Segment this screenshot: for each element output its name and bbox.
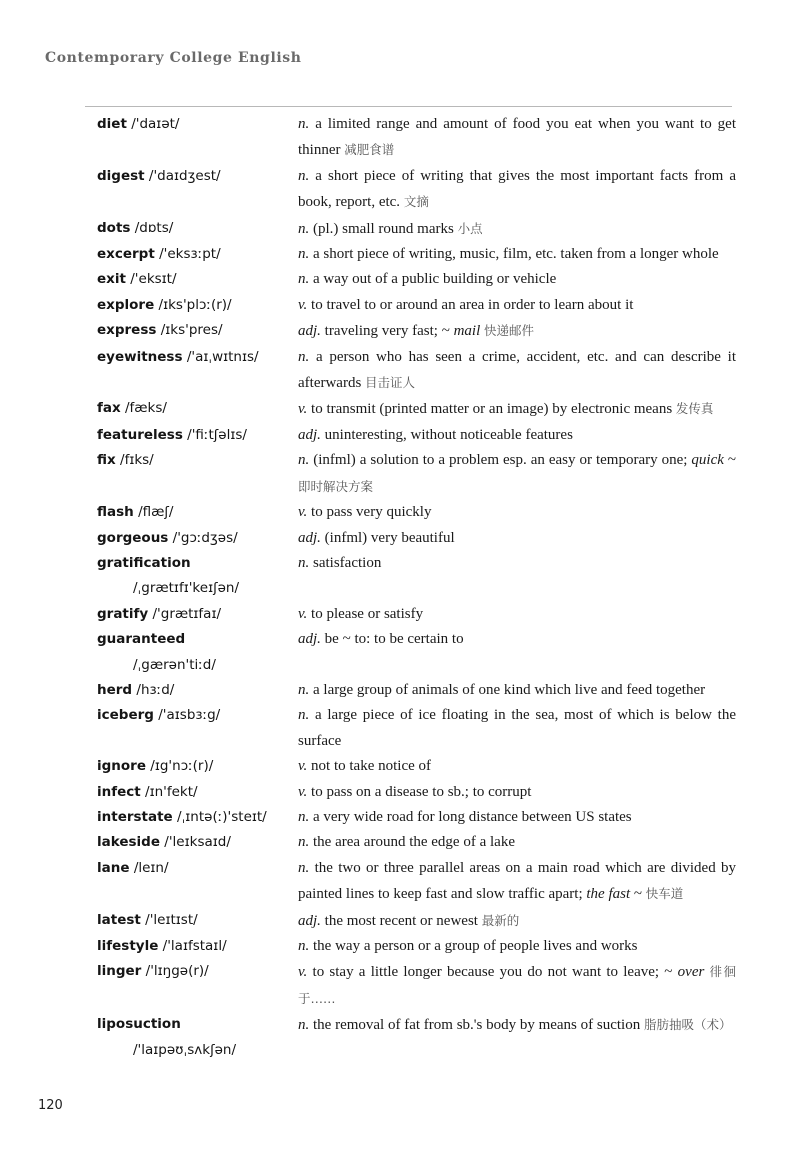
glossary-entry xyxy=(97,500,737,525)
part-of-speech: v. xyxy=(298,401,308,418)
entry-definition xyxy=(298,216,736,242)
definition-text: satisfaction xyxy=(313,554,382,571)
pronunciation: /ɪks'pres/ xyxy=(160,322,223,339)
entry-headword-cell xyxy=(97,754,298,779)
definition-text: to stay a little longer because you do not want to leave; ~ xyxy=(312,964,673,981)
entry-definition xyxy=(298,959,736,1012)
glossary-entry xyxy=(97,908,737,934)
entry-definition xyxy=(298,293,736,318)
part-of-speech: n. xyxy=(298,246,310,263)
glossary-entry xyxy=(97,602,737,627)
headword: gratification xyxy=(97,554,191,571)
pronunciation: /'eksɪt/ xyxy=(130,271,177,288)
headword: explore xyxy=(97,296,155,313)
glossary-entry xyxy=(97,703,737,754)
headword: herd xyxy=(97,681,133,698)
chinese-gloss: 目击证人 xyxy=(365,375,416,391)
pronunciation: /'gɔːdʒəs/ xyxy=(172,529,238,546)
definition-text: be ~ to: to be certain to xyxy=(324,631,464,648)
entry-headword-cell xyxy=(97,551,298,602)
pronunciation: /'eksɜːpt/ xyxy=(159,246,221,263)
definition-text-continued: ~ xyxy=(633,886,643,903)
entry-definition xyxy=(298,448,736,500)
glossary-entry xyxy=(97,934,737,959)
headword: latest xyxy=(97,911,141,928)
part-of-speech: v. xyxy=(298,758,308,775)
entry-headword-cell xyxy=(97,112,298,164)
definition-text: to pass very quickly xyxy=(311,504,432,521)
part-of-speech: n. xyxy=(298,1017,310,1034)
glossary-entry xyxy=(97,627,737,678)
entry-definition xyxy=(298,396,736,422)
pronunciation: /'laɪfstaɪl/ xyxy=(162,938,227,954)
definition-text: a large group of animals of one kind which live and feed together xyxy=(313,681,706,698)
pronunciation: /'daɪət/ xyxy=(131,116,180,132)
entry-definition xyxy=(298,934,736,959)
chinese-gloss: 文摘 xyxy=(403,194,429,210)
entry-definition xyxy=(298,856,736,908)
part-of-speech: n. xyxy=(298,808,310,825)
entry-headword-cell xyxy=(97,526,298,551)
pronunciation: /'leɪksaɪd/ xyxy=(164,834,231,851)
part-of-speech: n. xyxy=(298,220,310,237)
entry-definition xyxy=(298,627,736,678)
chinese-gloss: 最新的 xyxy=(481,912,520,928)
definition-text: the most recent or newest xyxy=(324,912,478,929)
definition-text: the removal of fat from sb.'s body by means of suction xyxy=(313,1017,641,1034)
entry-definition xyxy=(298,805,736,830)
part-of-speech: n. xyxy=(298,116,310,132)
entry-definition xyxy=(298,267,736,292)
header-rule xyxy=(85,106,732,107)
headword: lifestyle xyxy=(97,938,159,954)
entry-headword-cell xyxy=(97,242,298,267)
part-of-speech: v. xyxy=(298,605,308,622)
pronunciation: /fæks/ xyxy=(125,400,167,417)
chinese-gloss: 小点 xyxy=(457,220,483,236)
definition-text: a limited range and amount of food you eat when you want to get thinner xyxy=(298,116,736,159)
glossary-entry xyxy=(97,856,737,908)
entry-headword-cell xyxy=(97,780,298,805)
entry-definition xyxy=(298,754,736,779)
headword: infect xyxy=(97,783,141,800)
entry-definition xyxy=(298,500,736,525)
definition-text: to pass on a disease to sb.; to corrupt xyxy=(311,783,532,800)
glossary-entry xyxy=(97,345,737,397)
headword: gratify xyxy=(97,605,149,622)
pronunciation: /'fiːtʃəlɪs/ xyxy=(187,426,247,443)
part-of-speech: n. xyxy=(298,348,310,365)
pronunciation: /flæʃ/ xyxy=(138,504,174,521)
glossary-list xyxy=(97,112,737,1063)
definition-text: a large piece of ice floating in the sea, most of which is below the surface xyxy=(298,707,736,749)
part-of-speech: n. xyxy=(298,859,310,876)
entry-headword-cell xyxy=(97,396,298,422)
definition-text: the two or three parallel areas on a main road which are divided by painted lines to keep fast and slow traffic apart; xyxy=(298,859,737,903)
part-of-speech: n. xyxy=(298,938,310,954)
definition-text: a way out of a public building or vehicle xyxy=(313,271,557,288)
glossary-entry xyxy=(97,1012,737,1063)
definition-text: to transmit (printed matter or an image) by electronic means xyxy=(311,401,673,418)
pronunciation: /dɒts/ xyxy=(134,219,174,236)
headword: fax xyxy=(97,400,121,417)
glossary-entry xyxy=(97,551,737,602)
headword: ignore xyxy=(97,758,146,775)
pronunciation: /hɜːd/ xyxy=(136,681,175,698)
definition-text: to please or satisfy xyxy=(311,605,424,622)
entry-definition xyxy=(298,164,736,216)
headword: liposuction xyxy=(97,1016,181,1033)
definition-text: the way a person or a group of people lives and works xyxy=(313,938,638,954)
headword: flash xyxy=(97,504,134,521)
entry-definition xyxy=(298,1012,736,1063)
headword: gorgeous xyxy=(97,529,169,546)
entry-headword-cell xyxy=(97,959,298,1012)
headword: eyewitness xyxy=(97,348,183,365)
part-of-speech: adj. xyxy=(298,912,321,929)
entry-headword-cell xyxy=(97,216,298,242)
headword: express xyxy=(97,322,157,339)
entry-headword-cell xyxy=(97,627,298,678)
part-of-speech: v. xyxy=(298,783,308,800)
definition-text: (pl.) small round marks xyxy=(313,220,454,237)
glossary-entry xyxy=(97,959,737,1012)
glossary-entry xyxy=(97,423,737,448)
glossary-entry xyxy=(97,526,737,551)
definition-text: uninteresting, without noticeable features xyxy=(324,426,573,443)
headword: interstate xyxy=(97,808,173,825)
headword: fix xyxy=(97,452,116,469)
usage-example: mail xyxy=(453,323,481,340)
glossary-entry xyxy=(97,448,737,500)
usage-example: the fast xyxy=(586,886,631,903)
chinese-gloss: 减肥食谱 xyxy=(344,142,395,158)
usage-example: quick xyxy=(691,452,724,469)
entry-headword-cell xyxy=(97,805,298,830)
entry-headword-cell xyxy=(97,602,298,627)
chinese-gloss: 徘徊于…… xyxy=(298,964,737,1006)
entry-headword-cell xyxy=(97,423,298,448)
definition-text: the area around the edge of a lake xyxy=(313,834,515,851)
glossary-entry xyxy=(97,805,737,830)
glossary-entry xyxy=(97,267,737,292)
part-of-speech: adj. xyxy=(298,529,321,546)
entry-headword-cell xyxy=(97,934,298,959)
headword: guaranteed xyxy=(97,631,186,648)
headword: linger xyxy=(97,963,142,980)
part-of-speech: n. xyxy=(298,834,310,851)
pronunciation: /ˌɪntə(ː)'steɪt/ xyxy=(177,808,267,825)
entry-headword-cell xyxy=(97,318,298,344)
headword: excerpt xyxy=(97,246,155,263)
entry-definition xyxy=(298,908,736,934)
entry-definition xyxy=(298,242,736,267)
entry-definition xyxy=(298,602,736,627)
definition-text: traveling very fast; ~ xyxy=(324,323,450,340)
entry-definition xyxy=(298,551,736,602)
pronunciation: /'leɪtɪst/ xyxy=(145,911,198,928)
glossary-entry xyxy=(97,318,737,344)
pronunciation: /ɪn'fekt/ xyxy=(145,783,198,800)
headword: diet xyxy=(97,116,127,132)
glossary-entry xyxy=(97,164,737,216)
entry-headword-cell xyxy=(97,345,298,397)
definition-text-continued: ~ xyxy=(727,452,737,469)
definition-text: a very wide road for long distance between US states xyxy=(313,808,632,825)
headword: lakeside xyxy=(97,834,160,851)
entry-definition xyxy=(298,526,736,551)
headword: lane xyxy=(97,859,130,876)
glossary-entry xyxy=(97,216,737,242)
entry-definition xyxy=(298,112,736,164)
entry-headword-cell xyxy=(97,500,298,525)
pronunciation: /ɪg'nɔː(r)/ xyxy=(150,758,214,775)
pronunciation: /'aɪsbɜːg/ xyxy=(158,707,221,724)
entry-definition xyxy=(298,345,736,397)
entry-headword-cell xyxy=(97,703,298,754)
entry-headword-cell xyxy=(97,856,298,908)
part-of-speech: n. xyxy=(298,681,310,698)
pronunciation: /ˌgrætɪfɪ'keɪʃən/ xyxy=(133,580,240,597)
part-of-speech: v. xyxy=(298,964,308,981)
part-of-speech: n. xyxy=(298,707,310,724)
definition-text: a short piece of writing, music, film, etc. taken from a longer whole xyxy=(313,246,719,263)
chinese-gloss: 快车道 xyxy=(645,886,684,902)
page-number: 120 xyxy=(38,1098,63,1113)
entry-headword-cell xyxy=(97,293,298,318)
glossary-entry xyxy=(97,112,737,164)
part-of-speech: adj. xyxy=(298,323,321,340)
headword: featureless xyxy=(97,426,183,443)
entry-headword-cell xyxy=(97,448,298,500)
entry-definition xyxy=(298,678,736,703)
chinese-gloss: 脂肪抽吸（术） xyxy=(643,1017,732,1033)
pronunciation: /'laɪpəʊˌsʌkʃən/ xyxy=(133,1041,237,1058)
entry-headword-cell xyxy=(97,1012,298,1063)
glossary-entry xyxy=(97,830,737,855)
entry-headword-cell xyxy=(97,908,298,934)
headword: dots xyxy=(97,219,131,236)
part-of-speech: n. xyxy=(298,452,310,469)
definition-text: not to take notice of xyxy=(311,758,432,775)
chinese-gloss: 发传真 xyxy=(675,401,714,417)
entry-definition xyxy=(298,423,736,448)
entry-definition xyxy=(298,780,736,805)
pronunciation: /ɪks'plɔː(r)/ xyxy=(158,296,232,313)
pronunciation: /'aɪˌwɪtnɪs/ xyxy=(186,348,259,365)
pronunciation: /'lɪŋgə(r)/ xyxy=(145,963,209,980)
part-of-speech: adj. xyxy=(298,631,321,648)
pronunciation: /ˌgærən'tiːd/ xyxy=(133,656,216,673)
part-of-speech: v. xyxy=(298,296,308,313)
definition-text: (infml) very beautiful xyxy=(324,529,455,546)
pronunciation: /fɪks/ xyxy=(120,452,154,469)
glossary-entry xyxy=(97,754,737,779)
pronunciation: /'grætɪfaɪ/ xyxy=(152,605,222,622)
pronunciation: /leɪn/ xyxy=(133,859,169,876)
glossary-entry xyxy=(97,396,737,422)
headword: iceberg xyxy=(97,707,154,724)
headword: exit xyxy=(97,271,126,288)
chinese-gloss: 即时解决方案 xyxy=(298,478,374,494)
glossary-entry xyxy=(97,780,737,805)
entry-definition xyxy=(298,703,736,754)
usage-example: over xyxy=(677,964,705,981)
definition-text: (infml) a solution to a problem esp. an easy or temporary one; xyxy=(313,452,688,469)
entry-headword-cell xyxy=(97,830,298,855)
running-head: Contemporary College English xyxy=(45,50,302,66)
entry-definition xyxy=(298,830,736,855)
entry-headword-cell xyxy=(97,678,298,703)
entry-headword-cell xyxy=(97,267,298,292)
part-of-speech: n. xyxy=(298,554,310,571)
part-of-speech: adj. xyxy=(298,426,321,443)
definition-text: a person who has seen a crime, accident, etc. and can describe it afterwards xyxy=(298,348,736,392)
definition-text: a short piece of writing that gives the most important facts from a book, report, etc. xyxy=(298,167,737,211)
part-of-speech: v. xyxy=(298,504,308,521)
pronunciation: /'daɪdʒest/ xyxy=(148,167,221,184)
chinese-gloss: 快递邮件 xyxy=(484,323,535,339)
part-of-speech: n. xyxy=(298,167,310,184)
glossary-entry xyxy=(97,242,737,267)
entry-definition xyxy=(298,318,736,344)
definition-text: to travel to or around an area in order to learn about it xyxy=(311,296,634,313)
glossary-entry xyxy=(97,293,737,318)
part-of-speech: n. xyxy=(298,271,310,288)
headword: digest xyxy=(97,167,145,184)
glossary-entry xyxy=(97,678,737,703)
entry-headword-cell xyxy=(97,164,298,216)
